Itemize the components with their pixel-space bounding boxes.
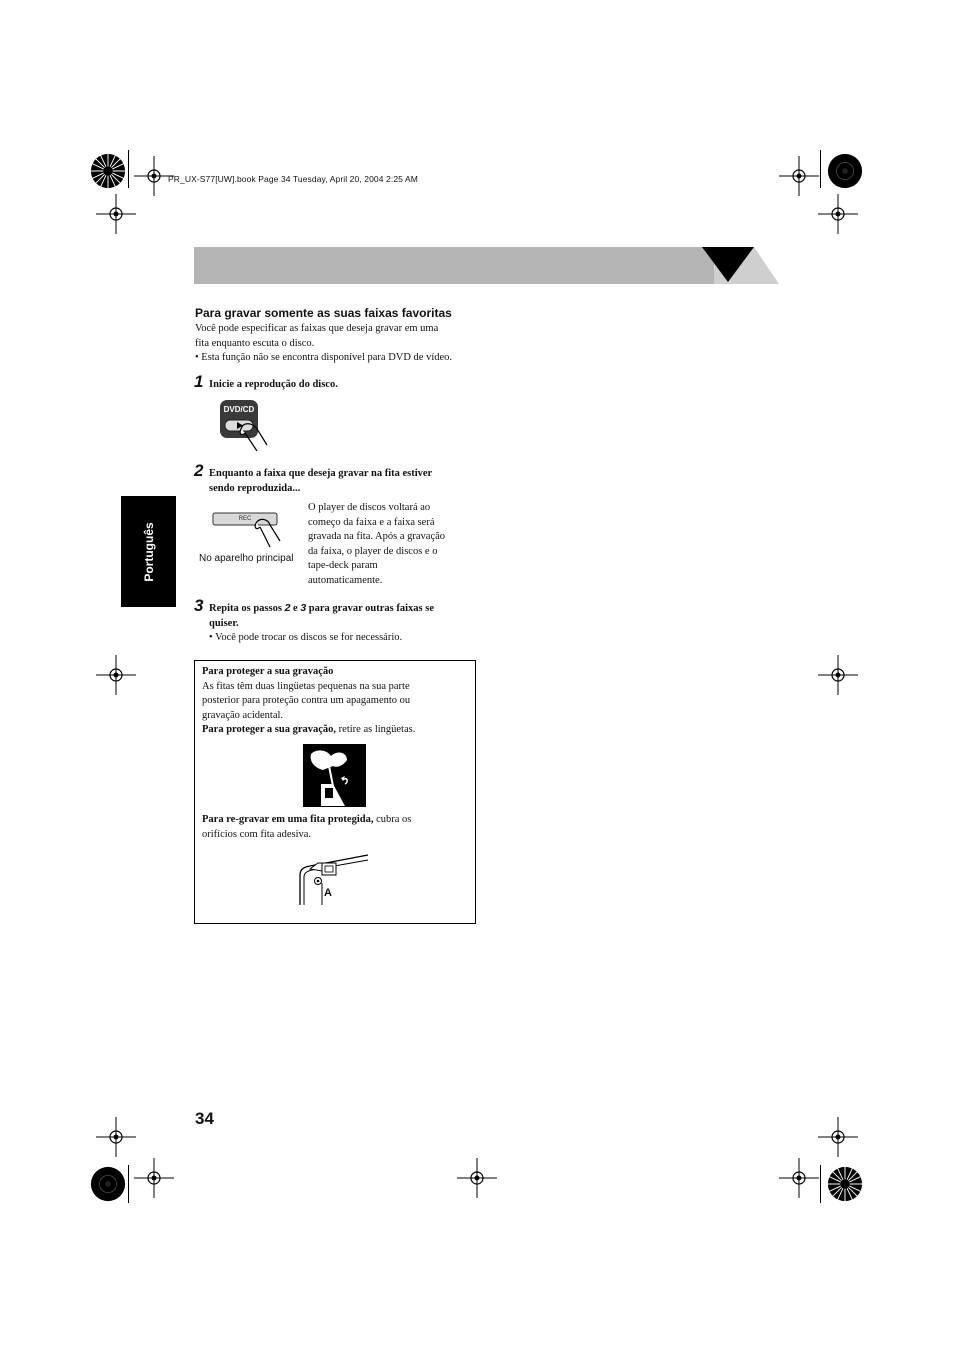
rec-button-illustration xyxy=(212,509,292,551)
crosshair-mark-icon xyxy=(779,1158,819,1198)
note-line: gravação acidental. xyxy=(202,709,284,721)
rec-caption: No aparelho principal xyxy=(199,553,294,564)
cassette-icon xyxy=(296,851,370,905)
step-ref: 2 xyxy=(284,602,291,614)
note-protect-bold: Para proteger a sua gravação, xyxy=(202,724,337,735)
description-line: gravada na fita. Após a gravação xyxy=(308,531,446,542)
note-rerecord-bold: Para re-gravar em uma fita protegida, xyxy=(202,814,374,825)
crosshair-mark-icon xyxy=(96,655,136,695)
intro-line: Você pode especificar as faixas que deseja gravar em uma xyxy=(195,323,439,334)
step-3-number: 3 xyxy=(194,596,204,615)
cassette-side-label: A xyxy=(324,887,332,899)
section-header-band xyxy=(194,247,779,284)
note-title: Para proteger a sua gravação xyxy=(202,666,334,677)
note-rerecord-line xyxy=(202,813,411,828)
crosshair-mark-icon xyxy=(818,1117,858,1157)
step-2-text-line: Enquanto a faixa que deseja gravar na fita estiver xyxy=(209,468,433,479)
crosshair-mark-icon xyxy=(96,194,136,234)
page-number: 34 xyxy=(195,1109,214,1128)
crosshair-mark-icon xyxy=(779,156,819,196)
intro-bullet: • Esta função não se encontra disponível para DVD de vídeo. xyxy=(195,352,453,363)
note-protect-line xyxy=(202,723,415,738)
intro-line: fita enquanto escuta o disco. xyxy=(195,337,315,349)
section-intro xyxy=(195,322,452,366)
description-line: da faixa, o player de discos e o xyxy=(308,545,438,557)
note-rerecord-text xyxy=(202,813,411,842)
description-line: começo da faixa e a faixa será xyxy=(308,516,435,528)
rec-button-label: REC xyxy=(238,516,252,522)
step-3-connector: e xyxy=(290,603,301,614)
crosshair-mark-icon xyxy=(457,1158,497,1198)
remove-tab-illustration xyxy=(303,744,366,807)
language-side-tab xyxy=(121,496,176,607)
step-2-text-line: sendo reproduzida... xyxy=(209,482,301,494)
crosshair-mark-icon xyxy=(134,1158,174,1198)
description-line: O player de discos voltará ao xyxy=(308,502,431,513)
note-protect-rest: retire as lingüetas. xyxy=(336,724,416,735)
registration-rosette-icon xyxy=(89,1165,127,1203)
language-side-tab-label: Português xyxy=(141,521,156,582)
crosshair-mark-icon xyxy=(818,655,858,695)
step-ref: 3 xyxy=(300,602,307,614)
step-3-prefix: Repita os passos xyxy=(209,603,285,614)
step-3-text-line: quiser. xyxy=(209,617,239,629)
crosshair-mark-icon xyxy=(818,194,858,234)
description-line: tape-deck param xyxy=(308,560,378,571)
dvd-cd-play-button-illustration xyxy=(219,399,289,455)
note-rerecord-line: orifícios com fita adesiva. xyxy=(202,828,312,840)
step-2-text xyxy=(209,467,432,496)
step-2-number: 2 xyxy=(194,461,204,480)
step-2-description xyxy=(308,501,445,588)
note-rerecord-rest: cubra os xyxy=(373,814,412,825)
registration-rosette-icon xyxy=(826,1165,864,1203)
crosshair-mark-icon xyxy=(96,1117,136,1157)
registration-rosette-icon xyxy=(826,152,864,190)
step-3-text xyxy=(209,601,434,646)
section-title: Para gravar somente as suas faixas favoritas xyxy=(195,306,452,320)
step-1-number: 1 xyxy=(194,372,204,391)
step-1-text: Inicie a reprodução do disco. xyxy=(209,379,338,390)
print-header-file-info: PR_UX-S77[UW].book Page 34 Tuesday, April 20, 2004 2:25 AM xyxy=(168,174,418,184)
step-3-text-line xyxy=(209,601,434,617)
note-line: posterior para proteção contra um apagamento ou xyxy=(202,695,411,706)
note-line: As fitas têm duas lingüetas pequenas na sua parte xyxy=(202,680,410,692)
description-line: automaticamente. xyxy=(308,574,383,586)
note-text xyxy=(202,665,415,738)
dvd-cd-button-label: DVD/CD xyxy=(223,405,255,414)
step-3-suffix: para gravar outras faixas se xyxy=(306,603,435,614)
cassette-tape-illustration xyxy=(296,851,370,905)
step-3-bullet: • Você pode trocar os discos se for necessário. xyxy=(209,632,403,643)
registration-rosette-icon xyxy=(89,152,127,190)
